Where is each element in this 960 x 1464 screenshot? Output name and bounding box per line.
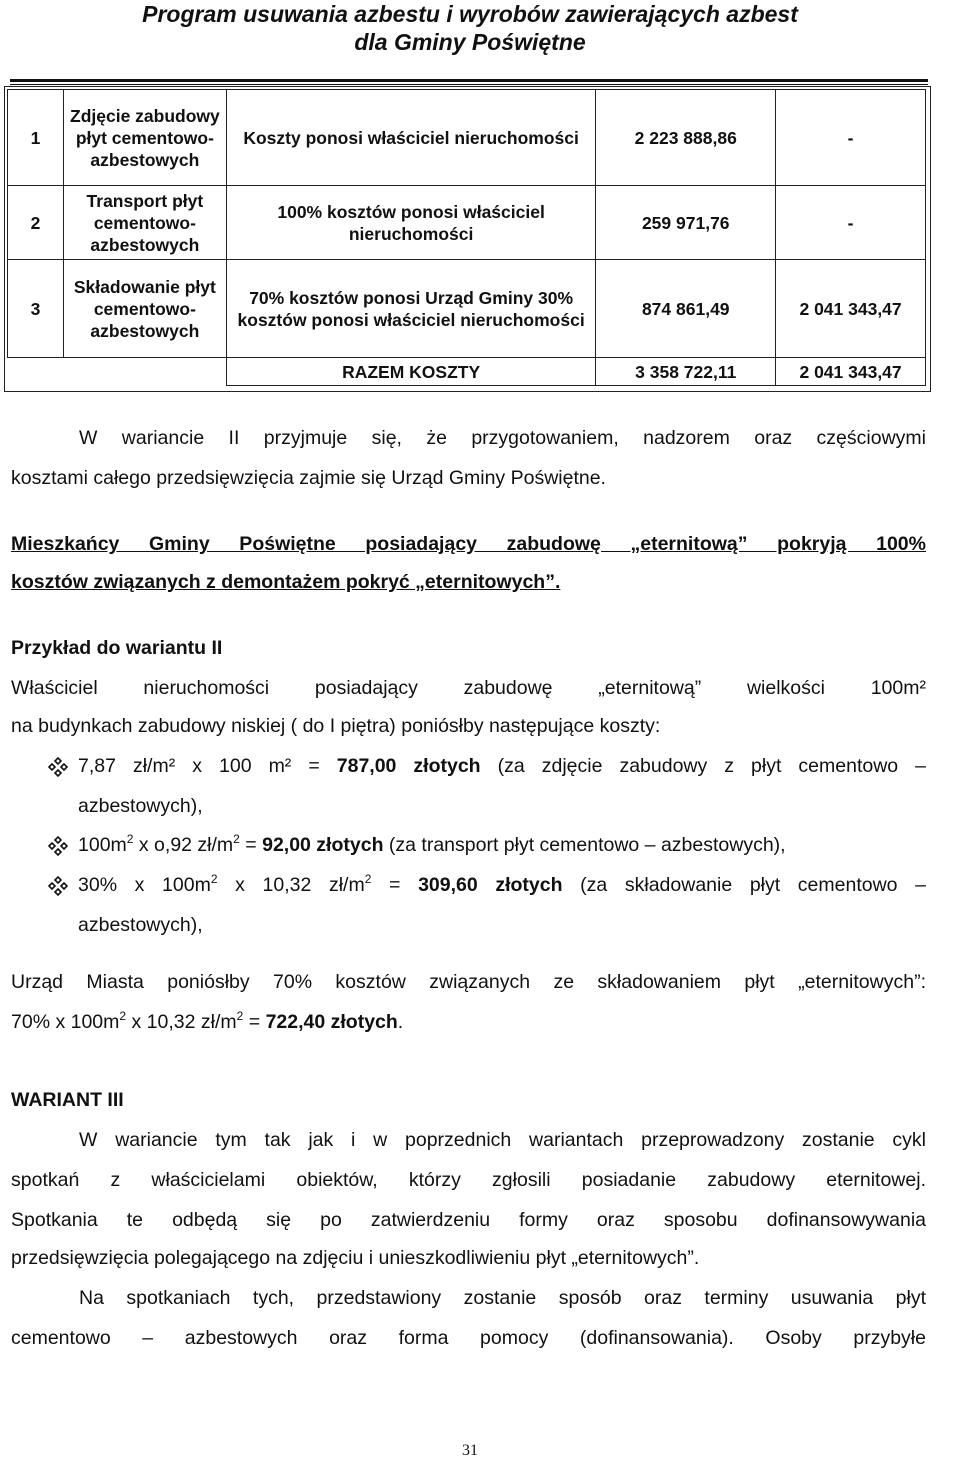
header-rule-thin	[10, 84, 928, 85]
row-amount-municipality: -	[776, 90, 926, 186]
row-cost-bearer: 70% kosztów ponosi Urząd Gminy 30% kosztów ponosi właściciel nieruchomości	[226, 260, 596, 358]
row-number: 3	[8, 260, 64, 358]
bullet-item-1-continued: azbestowych),	[78, 795, 203, 817]
row-amount-municipality: -	[776, 186, 926, 260]
row-amount-owner: 2 223 888,86	[596, 90, 776, 186]
row-cost-bearer: 100% kosztów ponosi właściciel nieruchomości	[226, 186, 596, 260]
bullet-2-amount: 92,00 złotych	[262, 834, 384, 856]
table-row	[8, 90, 926, 186]
row-number: 1	[8, 90, 64, 186]
bullet-3-equals: =	[371, 874, 419, 896]
header-rule	[10, 79, 928, 82]
bullet-item-3	[78, 865, 926, 905]
city-period: .	[397, 1011, 404, 1033]
variant3-line-2: spotkań z właścicielami obiektów, którzy zgłosili posiadanie zabudowy eternitowej.	[11, 1169, 926, 1191]
total-row-blank	[8, 358, 227, 386]
superscript: 2	[210, 872, 218, 886]
bullet-2-rate: x o,92 zł/m	[133, 834, 234, 856]
cost-table	[7, 89, 926, 386]
variant3-line-6: cementowo – azbestowych oraz forma pomocy (dofinansowania). Osoby przybyłe	[11, 1327, 926, 1349]
variant3-heading: WARIANT III	[11, 1089, 124, 1111]
bullet-item-1	[78, 746, 926, 786]
bullet-1-calc: 7,87 zł/m² x 100 m² =	[78, 755, 337, 777]
variant3-line-4: przedsięwzięcia polegającego na zdjęciu i unieszkodliwieniu płyt „eternitowych”.	[11, 1247, 700, 1269]
residents-line-2: kosztów związanych z demontażem pokryć „eternitowych”.	[11, 571, 561, 593]
example-line-1: Właściciel nieruchomości posiadający zabudowę „eternitową” wielkości 100m²	[11, 677, 926, 699]
bullet-diamond-icon	[48, 757, 68, 777]
bullet-item-2	[78, 825, 926, 865]
city-equals: =	[243, 1011, 266, 1033]
total-amount-municipality: 2 041 343,47	[776, 358, 926, 386]
document-header	[0, 0, 940, 56]
row-amount-owner: 259 971,76	[596, 186, 776, 260]
variant3-line-5: Na spotkaniach tych, przedstawiony zostanie sposób oraz terminy usuwania płyt	[79, 1287, 926, 1309]
bullet-3-rate: x 10,32 zł/m	[217, 874, 365, 896]
row-item: Zdjęcie zabudowy płyt cementowo-azbestowych	[63, 90, 226, 186]
city-rate: x 10,32 zł/m	[126, 1011, 237, 1033]
row-item: Transport płyt cementowo-azbestowych	[63, 186, 226, 260]
bullet-2-equals: =	[239, 834, 263, 856]
page-number: 31	[462, 1442, 478, 1459]
bullet-item-3-continued: azbestowych),	[78, 914, 203, 936]
superscript: 2	[119, 1009, 127, 1023]
row-item: Składowanie płyt cementowo-azbestowych	[63, 260, 226, 358]
table-row	[8, 186, 926, 260]
total-amount-owner: 3 358 722,11	[596, 358, 776, 386]
bullet-diamond-icon	[48, 836, 68, 856]
variant3-line-1: W wariancie tym tak jak i w poprzednich wariantach przeprowadzony zostanie cykl	[79, 1129, 926, 1151]
row-number: 2	[8, 186, 64, 260]
header-title-line-1: Program usuwania azbestu i wyrobów zawierających azbest	[142, 1, 798, 27]
variant3-line-3: Spotkania te odbędą się po zatwierdzeniu formy oraz sposobu dofinansowywania	[11, 1209, 926, 1231]
bullet-3-amount: 309,60 złotych	[418, 874, 563, 896]
row-cost-bearer: Koszty ponosi właściciel nieruchomości	[226, 90, 596, 186]
bullet-3-desc: (za składowanie płyt cementowo –	[562, 874, 926, 896]
city-area: 70% x 100m	[11, 1011, 120, 1033]
bullet-3-area: 30% x 100m	[78, 874, 211, 896]
variant2-paragraph-line-2: kosztami całego przedsięwzięcia zajmie się Urząd Gminy Poświętne.	[11, 467, 606, 489]
bullet-1-desc: (za zdjęcie zabudowy z płyt cementowo –	[480, 755, 927, 777]
city-cost-line-2	[11, 1002, 926, 1042]
table-row	[8, 260, 926, 358]
superscript: 2	[126, 832, 134, 846]
residents-line-1: Mieszkańcy Gminy Poświętne posiadający zabudowę „eternitową” pokryją 100%	[11, 533, 926, 555]
header-title-line-2: dla Gminy Poświętne	[354, 29, 586, 55]
bullet-2-desc: (za transport płyt cementowo – azbestowych),	[383, 834, 786, 856]
bullet-1-amount: 787,00 złotych	[336, 755, 481, 777]
bullet-2-area: 100m	[78, 834, 127, 856]
example-heading: Przykład do wariantu II	[11, 637, 223, 659]
superscript: 2	[236, 1009, 244, 1023]
city-amount: 722,40 złotych	[265, 1011, 398, 1033]
variant2-paragraph-line-1: W wariancie II przyjmuje się, że przygotowaniem, nadzorem oraz częściowymi	[79, 427, 926, 449]
row-amount-owner: 874 861,49	[596, 260, 776, 358]
example-line-2: na budynkach zabudowy niskiej ( do I piętra) poniósłby następujące koszty:	[11, 715, 661, 737]
city-cost-line-1: Urząd Miasta poniósłby 70% kosztów związanych ze składowaniem płyt „eternitowych”:	[11, 971, 926, 993]
bullet-diamond-icon	[48, 876, 68, 896]
superscript: 2	[233, 832, 240, 846]
superscript: 2	[364, 872, 372, 886]
row-amount-municipality: 2 041 343,47	[776, 260, 926, 358]
total-label: RAZEM KOSZTY	[226, 358, 596, 386]
table-total-row	[8, 358, 926, 386]
